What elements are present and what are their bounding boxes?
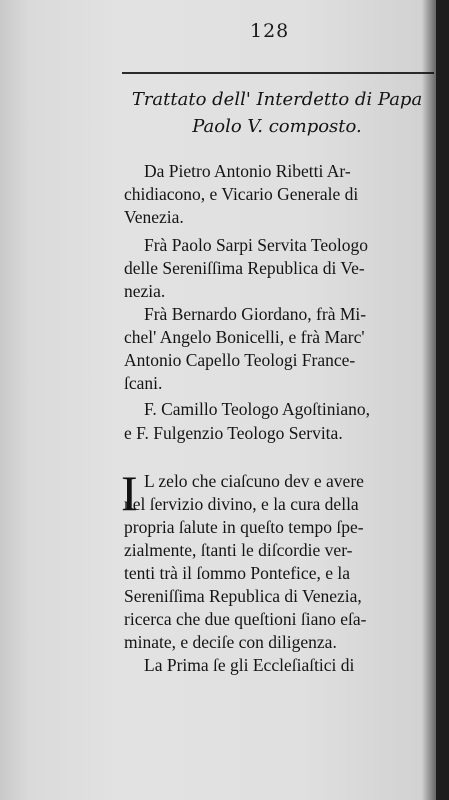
author-entry-sarpi (124, 234, 434, 303)
body-line: tenti trà il ſommo Pontefice, e la (124, 563, 350, 583)
author-line: Antonio Capello Teologi France- (124, 350, 356, 370)
title-line-1: Trattato dell' Interdetto di Papa (131, 89, 423, 110)
author-entry-camillo (124, 398, 434, 421)
author-line: Frà Paolo Sarpi Servita Teologo (144, 235, 368, 255)
author-line: e F. Fulgenzio Teologo Servita. (124, 423, 343, 443)
drop-cap-initial: I (121, 465, 138, 521)
page-number: 128 (250, 20, 290, 42)
treatise-title (118, 86, 436, 140)
author-entry-giordano (124, 303, 434, 395)
body-line: L zelo che ciaſcuno dev e avere (144, 471, 364, 491)
author-line: chidiacono, e Vicario Generale di (124, 184, 359, 204)
author-line: nezia. (124, 281, 166, 301)
body-line: zialmente, ſtanti le diſcordie ver- (124, 540, 353, 560)
header-rule (122, 72, 434, 74)
author-line: Da Pietro Antonio Ribetti Ar- (144, 161, 351, 181)
author-line: F. Camillo Teologo Agoſtiniano, (144, 399, 371, 419)
author-entry-ribetti (124, 160, 434, 229)
body-line: minate, e deciſe con diligenza. (124, 632, 337, 652)
body-line: nel ſervizio divino, e la cura della (124, 494, 359, 514)
title-line-2: Paolo V. composto. (192, 116, 362, 137)
body-line: propria ſalute in queſto tempo ſpe- (124, 517, 364, 537)
page-edge-shadow (436, 0, 449, 800)
body-paragraph (124, 470, 434, 677)
author-line: Frà Bernardo Giordano, frà Mi- (144, 304, 367, 324)
author-line: Venezia. (124, 207, 184, 227)
author-line: chel' Angelo Bonicelli, e frà Marc' (124, 327, 365, 347)
author-line: ſcani. (124, 373, 163, 393)
body-line: ricerca che due queſtioni ſiano eſa- (124, 609, 367, 629)
author-entry-fulgenzio (124, 422, 434, 445)
body-line: Sereniſſima Republica di Venezia, (124, 586, 362, 606)
author-line: delle Sereniſſima Republica di Ve- (124, 258, 365, 278)
body-line: La Prima ſe gli Eccleſiaſtici di (144, 655, 355, 675)
